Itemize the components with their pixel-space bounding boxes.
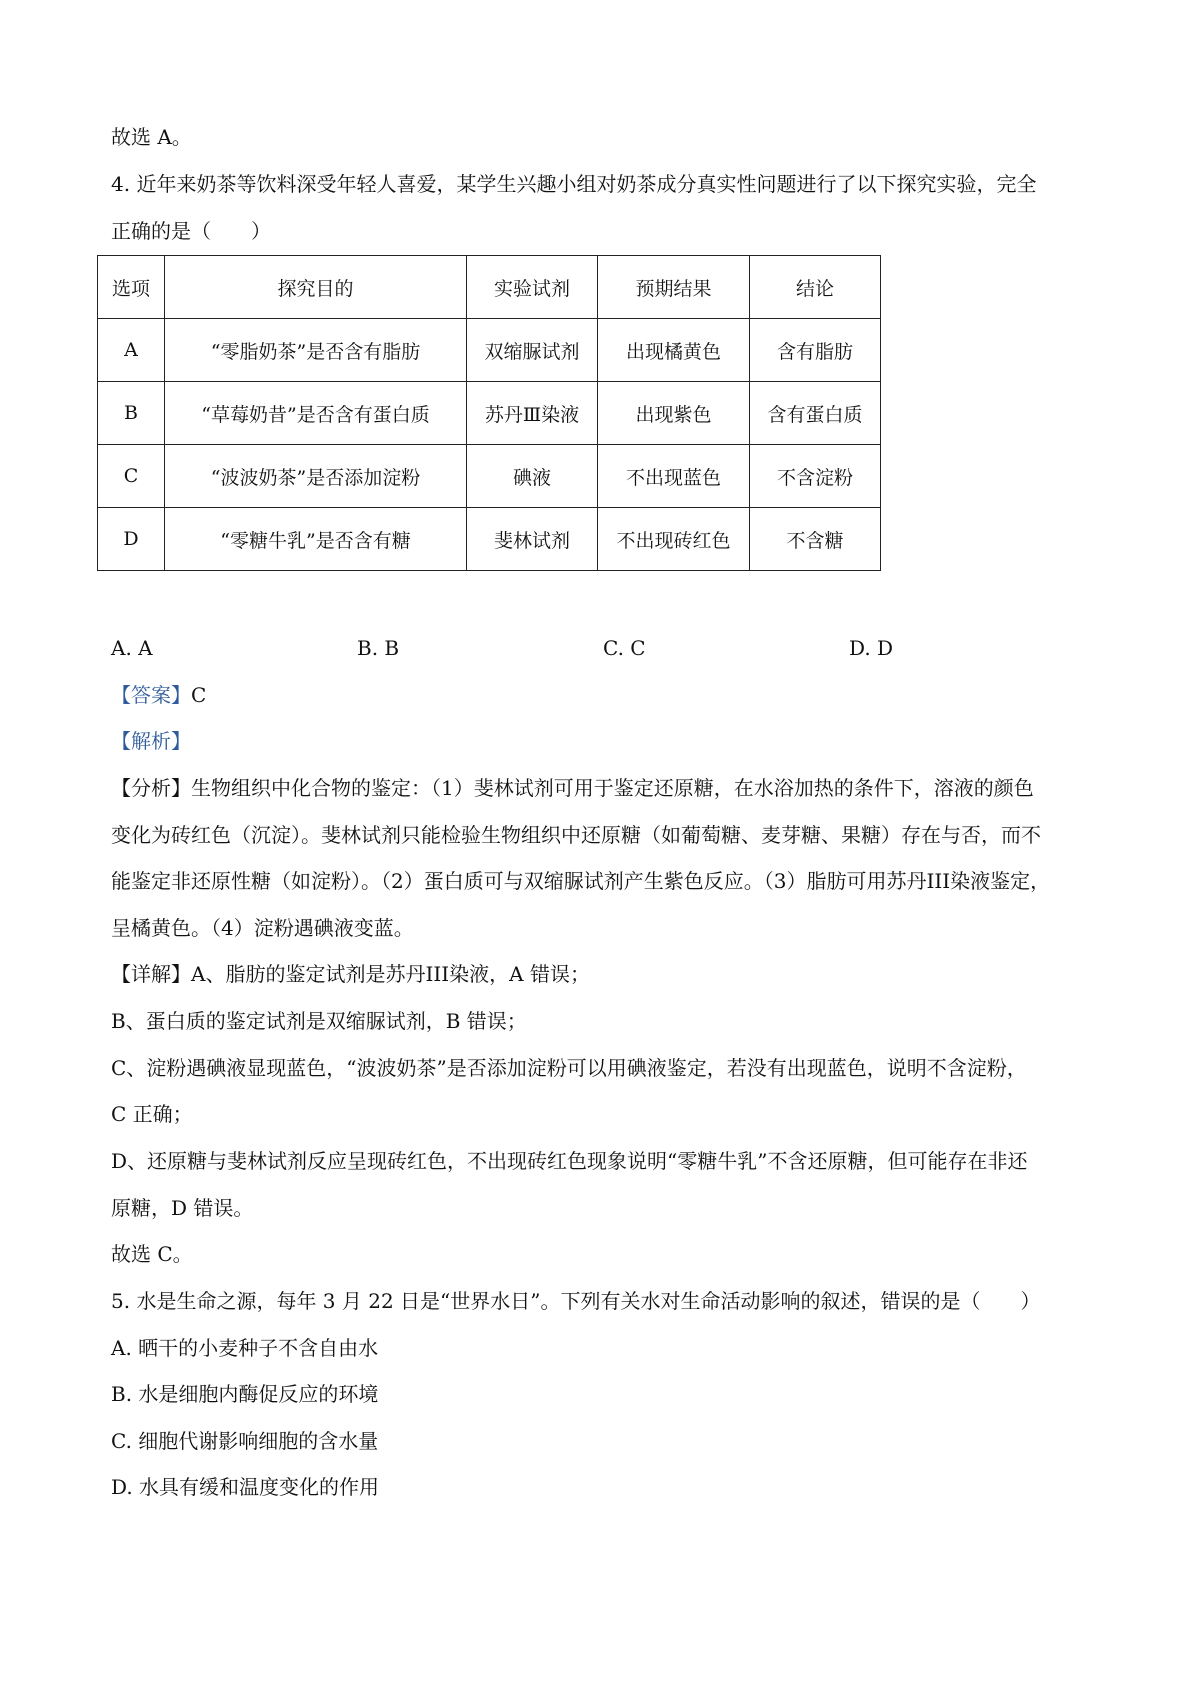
- table-cell: 碘液: [467, 445, 598, 508]
- table-row: [98, 319, 881, 382]
- table-cell: “零脂奶茶”是否含有脂肪: [165, 319, 467, 382]
- q5-option-a: A. 晒干的小麦种子不含自由水: [111, 1336, 379, 1360]
- answer-value: C: [191, 683, 207, 707]
- table-cell: “草莓奶昔”是否含有蛋白质: [165, 382, 467, 445]
- q4-option-b: B. B: [357, 636, 400, 660]
- table-cell: A: [98, 319, 165, 382]
- table-cell: B: [98, 382, 165, 445]
- q5-option-c: C. 细胞代谢影响细胞的含水量: [111, 1429, 379, 1453]
- xiangjie-line-b: B、蛋白质的鉴定试剂是双缩脲试剂，B 错误；: [111, 1009, 527, 1033]
- table-cell: 苏丹Ⅲ染液: [467, 382, 598, 445]
- table-header-cell: 预期结果: [598, 256, 750, 319]
- xiangjie-label: 【详解】: [111, 962, 191, 986]
- table-cell: 双缩脲试剂: [467, 319, 598, 382]
- table-header-cell: 选项: [98, 256, 165, 319]
- table-cell: 斐林试剂: [467, 508, 598, 571]
- xiangjie-line-d1: D、还原糖与斐林试剂反应呈现砖红色，不出现砖红色现象说明“零糖牛乳”不含还原糖，但可能存在非还: [111, 1149, 1028, 1173]
- q5-stem: 5. 水是生命之源，每年 3 月 22 日是“世界水日”。下列有关水对生命活动影响的叙述，错误的是（ ）: [111, 1289, 1041, 1313]
- q5-option-b: B. 水是细胞内酶促反应的环境: [111, 1382, 379, 1406]
- q4-option-a: A. A: [111, 636, 153, 660]
- table-cell: “零糖牛乳”是否含有糖: [165, 508, 467, 571]
- fenxi-line1: [111, 776, 1034, 800]
- q4-conclusion: 故选 C。: [111, 1242, 193, 1266]
- table-cell: 出现紫色: [598, 382, 750, 445]
- table-header-cell: 实验试剂: [467, 256, 598, 319]
- xiangjie-line-d2: 原糖，D 错误。: [111, 1196, 254, 1220]
- fenxi-text: 生物组织中化合物的鉴定：（1）斐林试剂可用于鉴定还原糖，在水浴加热的条件下，溶液的颜色: [191, 776, 1034, 800]
- answer-label: 【答案】: [111, 683, 191, 707]
- table-header-cell: 探究目的: [165, 256, 467, 319]
- q4-stem-line2: 正确的是（ ）: [111, 219, 271, 243]
- fenxi-line2: 变化为砖红色（沉淀）。斐林试剂只能检验生物组织中还原糖（如葡萄糖、麦芽糖、果糖）存在与否，而不: [111, 823, 1041, 847]
- fenxi-line3: 能鉴定非还原性糖（如淀粉）。（2）蛋白质可与双缩脲试剂产生紫色反应。（3）脂肪可用苏丹III染液鉴定，: [111, 869, 1051, 893]
- table-cell: 含有蛋白质: [750, 382, 881, 445]
- table-cell: 含有脂肪: [750, 319, 881, 382]
- q5-option-d: D. 水具有缓和温度变化的作用: [111, 1475, 380, 1499]
- table-header-cell: 结论: [750, 256, 881, 319]
- q4-option-c: C. C: [603, 636, 646, 660]
- table-cell: 不含糖: [750, 508, 881, 571]
- xiangjie-text: A、脂肪的鉴定试剂是苏丹III染液，A 错误；: [191, 962, 590, 986]
- table-cell: D: [98, 508, 165, 571]
- table-header-row: [98, 256, 881, 319]
- table-cell: 不出现砖红色: [598, 508, 750, 571]
- table-cell: 出现橘黄色: [598, 319, 750, 382]
- table-cell: 不出现蓝色: [598, 445, 750, 508]
- q4-option-d: D. D: [849, 636, 894, 660]
- answer-line: [111, 683, 206, 707]
- xiangjie-line1: [111, 962, 590, 986]
- analysis-label: 【解析】: [111, 729, 191, 753]
- fenxi-line4: 呈橘黄色。（4）淀粉遇碘液变蓝。: [111, 916, 414, 940]
- xiangjie-line-c1: C、淀粉遇碘液显现蓝色，“波波奶茶”是否添加淀粉可以用碘液鉴定，若没有出现蓝色，说明不含淀粉，: [111, 1056, 1027, 1080]
- table-cell: 不含淀粉: [750, 445, 881, 508]
- table-row: [98, 382, 881, 445]
- q4-experiment-table: [97, 255, 881, 571]
- table-cell: “波波奶茶”是否添加淀粉: [165, 445, 467, 508]
- table-row: [98, 508, 881, 571]
- prev-conclusion: 故选 A。: [111, 125, 192, 149]
- q4-stem-line1: 4. 近年来奶茶等饮料深受年轻人喜爱，某学生兴趣小组对奶茶成分真实性问题进行了以下探究实验，完全: [111, 172, 1037, 196]
- fenxi-label: 【分析】: [111, 776, 191, 800]
- xiangjie-line-c2: C 正确；: [111, 1102, 193, 1126]
- table-cell: C: [98, 445, 165, 508]
- table-row: [98, 445, 881, 508]
